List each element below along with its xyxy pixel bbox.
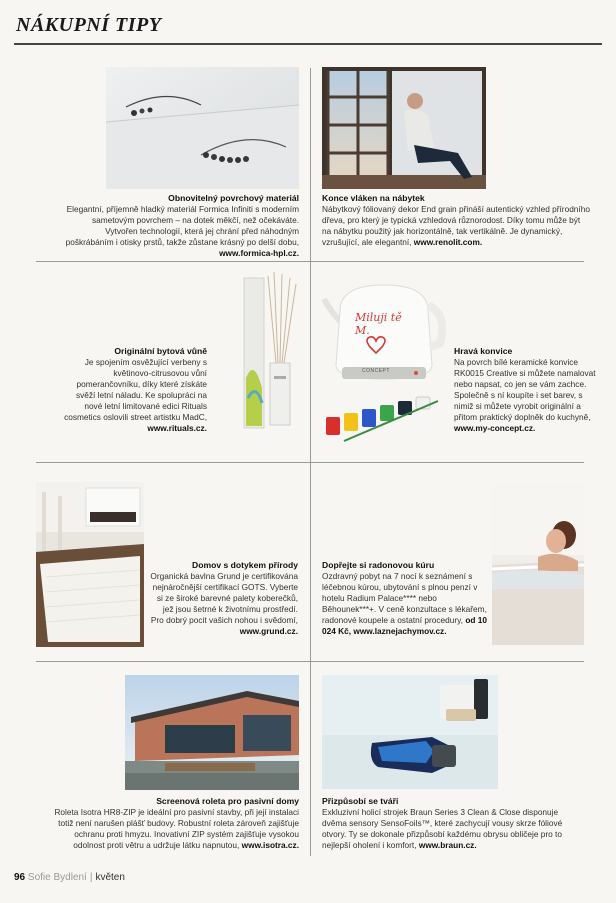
item-body: Je spojením osvěžující verbeny s květinovo-citrusovou vůní pomerančovníku, díky které získáte svěží letní náladu. Ke spolupráci na nové letní limitované edici Rituals cosmetics oslovili street artistku MadC, — [64, 357, 207, 422]
renolit-photo — [322, 67, 486, 189]
item-body: Elegantní, příjemně hladký materiál Formica Infiniti s moderním sametovým povrchem – na dotek měkčí, než očekáváte. Vytvořen technologií, která jej chrání před náhodným poškrábáním i otisky prstů, takže zůstane krásný po delší dobu, — [65, 204, 299, 247]
magazine-name: Sofie Bydlení — [27, 872, 87, 883]
isotra-house-photo — [125, 675, 299, 790]
spa-bath-photo — [492, 485, 584, 645]
item-link[interactable]: www.grund.cz. — [239, 626, 298, 636]
item-body: Exkluzivní holicí strojek Braun Series 3 Clean & Close disponuje dvěma sensory SensoFoils™, které zachycují vousy skrze fóliové otvory. Ty se dokonale přizpůsobí každému obrysu obličeje pro to nejlepší oholení i komfort, — [322, 807, 563, 850]
grund-rug-photo — [36, 482, 144, 647]
item-body: Ozdravný pobyt na 7 nocí k seznámení s léčebnou kúrou, ubytování s plnou penzí v hotelu Radium Palace**** nebo Běhounek***+. V ceně konzultace s lékařem, radonové koupele a ostatní procedury, — [322, 571, 487, 625]
footer-separator: | — [89, 872, 93, 883]
item-title: Screenová roleta pro pasivní domy — [156, 796, 299, 806]
item-text — [322, 571, 490, 637]
section-title: NÁKUPNÍ TIPY — [16, 14, 162, 36]
item-text — [322, 807, 584, 851]
item-body: Nábytkový fóliovaný dekor End grain přináší autentický vzhled přírodního dřeva, pro který je typická vzhledová různorodost. Díky tomu může být na nábytku použitý jak horizontálně, tak vertikálně. Je dynamický, vzrušující, ale elegantní, — [322, 204, 590, 247]
item-text — [58, 204, 299, 259]
item-title: Dopřejte si radonovou kúru — [322, 560, 435, 570]
issue-month: květen — [95, 872, 125, 883]
rituals-diffuser-photo — [240, 268, 298, 444]
header-divider — [14, 43, 602, 45]
item-body: Na povrch bílé keramické konvice RK0015 Creative si můžete namalovat nebo napsat, co jen se vám zachce. Společně s ní koupíte i set barev, s nimiž si můžete vyrobit originální a přitom praktický doplněk do kuchyně, — [454, 357, 596, 422]
item-text — [454, 357, 602, 434]
formica-photo — [106, 67, 299, 189]
item-body: Roleta Isotra HR8-ZIP je ideální pro pasivní stavby, při její instalaci totiž není narušen plášť budovy. Robustní roleta zároveň zajišťuje ochranu proti hmyzu. Inovativní ZIP systém zajišťuje vysokou odolnost proti větru a udržuje látku napnutou, — [54, 807, 299, 850]
item-title: Hravá konvice — [454, 346, 513, 356]
item-title: Domov s dotykem přírody — [191, 560, 298, 570]
item-link[interactable]: www.rituals.cz. — [147, 423, 207, 433]
item-link[interactable]: www.renolit.com. — [413, 237, 483, 247]
kettle-brand-label: CONCEPT — [362, 368, 390, 374]
item-title: Originální bytová vůně — [114, 346, 207, 356]
item-text — [50, 807, 299, 851]
item-title: Konce vláken na nábytek — [322, 193, 425, 203]
page-footer — [14, 872, 125, 883]
kettle-handwriting: Miluji tě M. — [355, 311, 402, 337]
item-link[interactable]: www.my-concept.cz. — [454, 423, 536, 433]
item-link[interactable]: od 10 024 Kč, www.laznejachymov.cz. — [322, 615, 487, 636]
page-number: 96 — [14, 872, 26, 883]
item-title: Obnovitelný povrchový materiál — [168, 193, 299, 203]
column-divider — [310, 68, 311, 856]
braun-shaver-photo — [322, 675, 498, 789]
item-text — [60, 357, 207, 434]
item-link[interactable]: www.braun.cz. — [418, 840, 477, 850]
item-text — [150, 571, 298, 637]
item-text — [322, 204, 590, 248]
item-link[interactable]: www.formica-hpl.cz. — [219, 248, 299, 258]
kettle-photo — [322, 281, 446, 445]
item-body: Organická bavlna Grund je certifikována nejnáročnější certifikací GOTS. Vyberte si ze široké barevné palety koberečků, jež jsou šetrné k životnímu prostředí. Pro dobrý pocit vašich nohou i svědomí, — [150, 571, 298, 625]
item-link[interactable]: www.isotra.cz. — [241, 840, 299, 850]
item-title: Přizpůsobí se tváři — [322, 796, 399, 806]
